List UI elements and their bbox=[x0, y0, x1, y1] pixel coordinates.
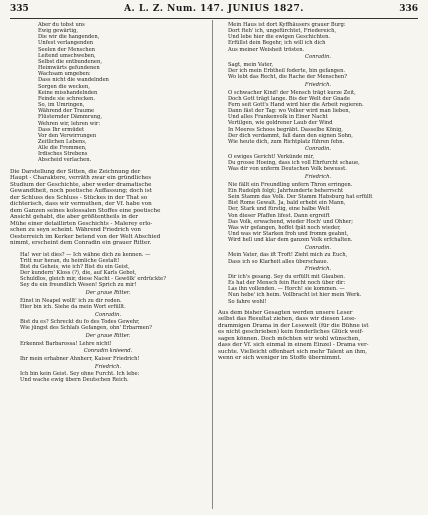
text-line: Sein Stamm das Volk. Der Stamm Habsburg hat erfüllt bbox=[228, 194, 373, 201]
text-line: Wie jüngst des Schlafs Gefangen, ohn' Erbarmen? bbox=[20, 325, 152, 332]
text-line: Wie heute dich, zum Richtplatz führen fehn. bbox=[228, 138, 345, 145]
text-line: Hier bin ich. Siehe da mein Wort erfüllt. bbox=[20, 303, 126, 310]
text-line: Sorgen die wecken, bbox=[38, 83, 90, 90]
text-line: Ich bin kein Geist. Sey ohne Furcht. Ich lebe: bbox=[20, 371, 140, 378]
left-column bbox=[10, 22, 206, 509]
verse-block bbox=[10, 298, 206, 310]
verse-block bbox=[10, 319, 206, 331]
text-line: Ewig gewärtig, bbox=[38, 28, 78, 35]
verse-block bbox=[10, 341, 206, 347]
speaker-label: Friedrich. bbox=[94, 363, 122, 370]
speaker-label: Friedrich. bbox=[304, 266, 332, 273]
text-line: Nie fällt ein Freundling unfern Thron erringen. bbox=[228, 181, 353, 188]
text-line: Schuldlos, gleich mir, diese Nacht - Gewölk' erdrückte? bbox=[20, 276, 167, 283]
text-line: Wo lebt das Recht, die Rache der Menschen? bbox=[228, 74, 347, 81]
text-line: So fahre wohl! bbox=[228, 298, 267, 305]
text-line: Oesterreich im Kerker betend von der Welt Abschied bbox=[10, 233, 161, 240]
page-number-left: 335 bbox=[10, 4, 29, 14]
text-line: Sagt, mein Vater, bbox=[228, 61, 274, 68]
text-line: Erfüllst dein Begehr, ich will ich dich bbox=[228, 40, 326, 47]
text-line: Tritt nur heran, du heimliche Gestalt! bbox=[20, 257, 120, 264]
text-line: Und lebe hier die ewigen Geschichten. bbox=[228, 34, 331, 41]
text-line: Erkennst Barbarossa! Lehre nicht! bbox=[20, 340, 112, 347]
review-paragraph bbox=[218, 310, 418, 362]
text-line: Studium der Geschichte, aber weder dramatische bbox=[10, 181, 152, 188]
text-line: Während der Traume bbox=[38, 108, 95, 115]
text-line: Dir ich's gesang. Sey du erfüllt mit Glauben. bbox=[228, 273, 345, 280]
text-line: der Schluss des Schluss - Stückes in der That so bbox=[10, 194, 148, 201]
text-line: Der kundern' Kloss (?), die, auf Karls Gebot, bbox=[20, 270, 137, 277]
text-line: Dass Ihr ermüdet bbox=[38, 126, 85, 133]
text-line: Der, Stark und fürstig, eine halbe Welt bbox=[228, 206, 330, 213]
speaker-label: Conradin. bbox=[305, 146, 331, 153]
text-line: In Meeres Schoos begräbt. Dasselbe König, bbox=[228, 126, 343, 133]
text-line: Las ihn vollenden. — Horch! sie kommen. — bbox=[228, 286, 345, 293]
verse-block bbox=[218, 90, 418, 145]
text-line: Heimwärts gefundenen bbox=[38, 65, 100, 72]
text-line: es nicht geschrieben) kein fonderliches Glück weif- bbox=[218, 329, 364, 336]
text-line: Mein Vater, das ift Troft! Zieht mich zu Euch, bbox=[228, 252, 348, 259]
text-line: dass der Vf. sich einmal in einem Einzel - Drama ver- bbox=[218, 342, 369, 349]
text-line: Haupt - Charaktere, verräth zwar ein gründliches bbox=[10, 175, 152, 182]
text-line: Unfest verlangenden bbox=[38, 40, 94, 47]
text-line: Ein Rudolph folgt; Jahrhunderte beherrscht bbox=[228, 187, 344, 194]
right-column bbox=[218, 22, 418, 509]
running-title: A. L. Z. Num. 147. JUNIUS 1827. bbox=[124, 4, 304, 14]
text-line: selbst das Resultat ziehen, dass wir diesen Lese- bbox=[218, 316, 357, 323]
text-line: Mein Haus ist dort Kyffhäusers grauer Burg: bbox=[228, 22, 346, 28]
text-line: Ha! wer ist dies? — Ich wähne dich zu kennen. — bbox=[20, 251, 151, 258]
text-line: Doch Gott trägt lange. Bis der Welt der Gnade bbox=[228, 95, 350, 102]
text-line: Wehren wir, lehren wir: bbox=[38, 120, 101, 127]
verse-block bbox=[218, 182, 418, 244]
text-line: Das Volk, erwachend, wieder Hoch' und Ohher; bbox=[228, 218, 353, 225]
page-header bbox=[10, 4, 418, 18]
text-line: Dass ich so Klarheit alles überschaue. bbox=[228, 258, 329, 265]
text-line: nimmt, erscheint dem Conradin ein grauer Ritter. bbox=[10, 240, 152, 247]
text-line: Dann fäst der Tag: wo Volker wird man lieben, bbox=[228, 108, 351, 115]
text-line: Und was wir Starken froh und fromm geahnt, bbox=[228, 231, 349, 237]
text-line: drammigen Drama in der Lesewelt (für die Bühne ist bbox=[218, 322, 369, 329]
text-line: O ewiges Gericht! Verkünde mir, bbox=[228, 154, 315, 161]
text-line: Gewandtheit, noch poetische Auffassung; doch ist bbox=[10, 188, 152, 195]
text-line: Flüsternder Dämmrung, bbox=[38, 114, 102, 121]
text-line: Die Darstellung der Sitten, die Zeichnung der bbox=[10, 168, 141, 175]
text-line: Du grosse Hoeing, dass ich voll Ehrfurcht schaue, bbox=[228, 160, 360, 167]
speaker-label: Conradin. bbox=[305, 54, 331, 61]
text-line: Keine misshandelnden bbox=[38, 89, 98, 96]
text-line: schen zu seyn scheint. Während Friedrich von bbox=[10, 227, 141, 234]
verse-block bbox=[218, 252, 418, 264]
text-line: Sey du ein freundlich Wesen! Sprich zu mir! bbox=[20, 282, 137, 289]
verse-block bbox=[10, 356, 206, 362]
header-rule bbox=[10, 18, 418, 19]
text-line: Einst in Neapel wollt' ich zu dir reden. bbox=[20, 297, 122, 304]
review-paragraph bbox=[10, 169, 206, 247]
text-line: dem Ganzen seines kolossalen Stoffes eine poetische bbox=[10, 207, 161, 214]
verse-block bbox=[218, 22, 418, 53]
page-number-right: 336 bbox=[399, 4, 418, 14]
speaker-label: Der graue Ritter. bbox=[85, 332, 131, 339]
text-line: Aus dem bisher Gesagten werden unsere Leser bbox=[218, 309, 353, 316]
verse-block bbox=[218, 62, 418, 80]
text-line: Leitend umschweben, bbox=[38, 52, 96, 59]
text-line: So, im Umringen, bbox=[38, 102, 85, 109]
speaker-label: Conradin. bbox=[305, 244, 331, 251]
text-line: suchte. Vielleicht offenbart sich mehr Talent an ihm, bbox=[218, 348, 368, 355]
text-line: Bist Rome Gewalt. Ja, bald erhebt ein Mann, bbox=[228, 200, 346, 207]
text-line: Und wache ewig übern Deutschen Reich. bbox=[20, 377, 129, 384]
text-line: Dass nicht die wandelnden bbox=[38, 77, 109, 84]
column-divider bbox=[212, 20, 213, 509]
text-line: Der ich mein Erbtheil foderte, bin gefangen. bbox=[228, 68, 346, 75]
text-line: Feinde sie schrecken. bbox=[38, 95, 96, 102]
text-line: Mühe einer detaillirten Geschichts - Malerey erlo- bbox=[10, 220, 153, 227]
text-line: Von dieser Pfaffen lifest. Dann ergreift bbox=[228, 212, 330, 219]
text-line: Wird hell und klar dem ganzen Volk erfchalten. bbox=[228, 237, 353, 244]
text-line: Was wir gefangen, hoffet fpät noch wieder, bbox=[228, 224, 341, 231]
text-line: Irdisches Strebens bbox=[38, 151, 88, 158]
text-line: Und alles Frankenvolk in Einer Nacht bbox=[228, 114, 328, 121]
text-line: Selbst die entbundenen, bbox=[38, 58, 102, 65]
text-line: wenn er sich weniger im Stoffe übernimmt. bbox=[218, 355, 342, 362]
speaker-label: Conradin knieend. bbox=[83, 348, 133, 355]
text-line: Zeitlichen Lebens, bbox=[38, 138, 87, 145]
speaker-label: Friedrich. bbox=[304, 81, 332, 88]
text-line: O schwacher Kind! der Mensch trägt kurze Zeit, bbox=[228, 89, 356, 96]
text-line: Die wir die hangenden, bbox=[38, 34, 100, 41]
text-line: Nun hebe' ich heim. Vollbracht ist hier mein Werk. bbox=[228, 292, 362, 299]
speaker-label: Conradin. bbox=[95, 311, 121, 318]
text-line: Bist du es? Schreckt du fo des Todes Gewehr, bbox=[20, 319, 140, 326]
text-line: Was dir von unferm Deutschen Volk bewusst. bbox=[228, 166, 347, 173]
text-line: Bist du Geheis, wie ich? Bist du ein Geist, bbox=[20, 263, 130, 270]
text-line: Wachsam umgeben: bbox=[38, 71, 91, 78]
poem-block bbox=[10, 22, 206, 164]
verse-block bbox=[10, 371, 206, 383]
text-line: Seelen der Menschen bbox=[38, 46, 95, 53]
verse-block bbox=[218, 274, 418, 305]
text-line: Aus meiner Weisheit trösten. bbox=[228, 46, 305, 53]
text-line: Dort fteh' ich, ungefürchtet, Friedereich, bbox=[228, 28, 337, 35]
text-line: dichterisch, dass wir vermuthen, der Vf. habe von bbox=[10, 201, 152, 208]
text-line: Vor den Verwirrungen bbox=[38, 132, 97, 139]
text-line: Alle die Frommen, bbox=[38, 145, 87, 152]
text-line: Abscheid verlachen. bbox=[38, 157, 92, 164]
text-line: Ansicht gehabt, die aber größtentheils in der bbox=[10, 214, 139, 221]
speaker-label: Der graue Ritter. bbox=[85, 290, 131, 297]
speaker-label: Friedrich. bbox=[304, 174, 332, 181]
text-line: sagen können. Doch möchten wir wohl wünschen, bbox=[218, 335, 361, 342]
text-line: Ihr mein erhabner Ahnherr, Kaiser Friedrich! bbox=[20, 355, 140, 362]
text-line: Der dich verdammt, fall dann den eignen Sohn, bbox=[228, 132, 353, 139]
verse-block bbox=[218, 154, 418, 172]
text-line: Aber du tobst uns bbox=[38, 22, 85, 28]
text-line: Vertilgen, wie goldrener Laub der Wind bbox=[228, 120, 333, 127]
text-line: Fern seit Gott's Hand wird hier die Arbeit regieren. bbox=[228, 101, 364, 108]
text-line: Es hat der Mensch fein Recht noch über dir: bbox=[228, 280, 346, 287]
verse-block bbox=[10, 252, 206, 289]
